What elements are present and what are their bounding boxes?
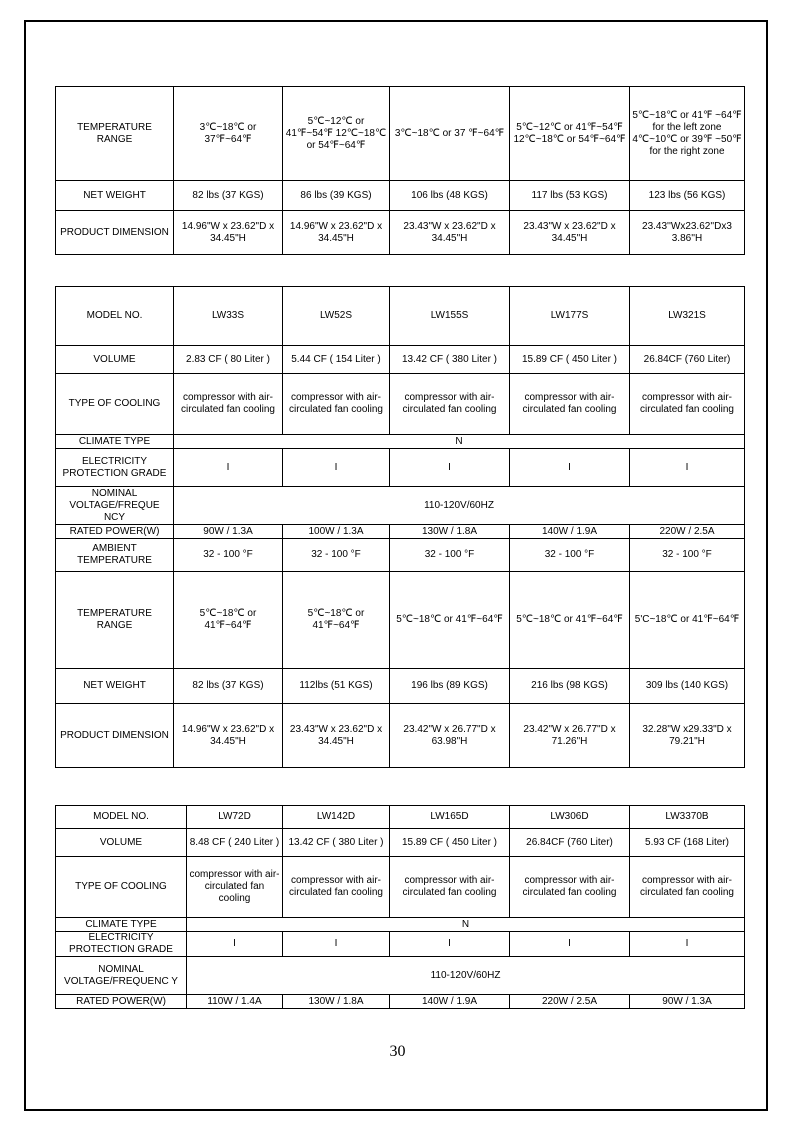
table-cell: 8.48 CF ( 240 Liter ) [187, 829, 283, 857]
table-cell: I [390, 449, 510, 487]
table-cell: 13.42 CF ( 380 Liter ) [283, 829, 390, 857]
table-cell: 5℃~18℃ or 41℉~64℉ [510, 572, 630, 669]
table-cell: 196 lbs (89 KGS) [390, 669, 510, 704]
table-row [56, 669, 745, 704]
table-cell: I [283, 932, 390, 957]
table-cell: 100W / 1.3A [283, 525, 390, 539]
table-cell: 106 lbs (48 KGS) [390, 181, 510, 211]
row-label: CLIMATE TYPE [56, 918, 187, 932]
table-cell: 5℃~18℃ or 41℉ ~64℉ for the left zone 4℃~10℃ or 39℉ ~50℉ for the right zone [630, 87, 745, 181]
table-row [56, 287, 745, 346]
table-row [56, 487, 745, 525]
spec-table-single-zone [55, 286, 745, 768]
model-cell: LW142D [283, 806, 390, 829]
table-cell: N [174, 435, 745, 449]
table-cell: 309 lbs (140 KGS) [630, 669, 745, 704]
row-label: PRODUCT DIMENSION [56, 211, 174, 255]
table-cell: I [283, 449, 390, 487]
table-cell: 130W / 1.8A [390, 525, 510, 539]
table-cell: 110-120V/60HZ [187, 957, 745, 995]
table-cell: 14.96"W x 23.62"D x 34.45"H [174, 704, 283, 768]
table-row [56, 346, 745, 374]
table-cell: 32 - 100 °F [630, 539, 745, 572]
table-cell: 82 lbs (37 KGS) [174, 181, 283, 211]
model-cell: LW177S [510, 287, 630, 346]
table-cell: compressor with air-circulated fan cooling [390, 857, 510, 918]
model-cell: LW72D [187, 806, 283, 829]
table-cell: compressor with air-circulated fan cooling [510, 857, 630, 918]
table-cell: compressor with air-circulated fan cooling [187, 857, 283, 918]
table-row [56, 525, 745, 539]
table-cell: 32 - 100 °F [174, 539, 283, 572]
table-cell: I [187, 932, 283, 957]
table-cell: 86 lbs (39 KGS) [283, 181, 390, 211]
table-row [56, 806, 745, 829]
table-cell: 32.28"W x29.33"D x 79.21"H [630, 704, 745, 768]
row-label: TEMPERATURE RANGE [56, 87, 174, 181]
table-cell: 26.84CF (760 Liter) [510, 829, 630, 857]
table-cell: 32 - 100 °F [390, 539, 510, 572]
table-cell: 3℃~18℃ or 37℉~64℉ [174, 87, 283, 181]
spec-table-continued [55, 86, 745, 255]
table-cell: 216 lbs (98 KGS) [510, 669, 630, 704]
table-row [56, 857, 745, 918]
model-cell: LW3370B [630, 806, 745, 829]
table-row [56, 87, 745, 181]
row-label: TYPE OF COOLING [56, 374, 174, 435]
table-cell: I [630, 449, 745, 487]
table-cell: 5℃~12℃ or 41℉~54℉ 12℃~18℃ or 54℉~64℉ [510, 87, 630, 181]
row-label: PRODUCT DIMENSION [56, 704, 174, 768]
table-cell: compressor with air-circulated fan cooling [283, 374, 390, 435]
row-label: NET WEIGHT [56, 669, 174, 704]
table-cell: 90W / 1.3A [630, 995, 745, 1009]
table-cell: 112lbs (51 KGS) [283, 669, 390, 704]
row-label: AMBIENT TEMPERATURE [56, 539, 174, 572]
table-cell: 140W / 1.9A [390, 995, 510, 1009]
table-cell: 5℃~12℃ or 41℉~54℉ 12℃~18℃ or 54℉~64℉ [283, 87, 390, 181]
table-row [56, 449, 745, 487]
row-label: RATED POWER(W) [56, 525, 174, 539]
table-cell: 14.96"W x 23.62"D x 34.45"H [174, 211, 283, 255]
row-label: ELECTRICITY PROTECTION GRADE [56, 449, 174, 487]
table-cell: 23.43"W x 23.62"D x 34.45"H [510, 211, 630, 255]
table-row [56, 374, 745, 435]
table-row [56, 918, 745, 932]
table-row [56, 181, 745, 211]
row-label: NOMINAL VOLTAGE/FREQUE NCY [56, 487, 174, 525]
table-cell: 220W / 2.5A [510, 995, 630, 1009]
row-label: ELECTRICITY PROTECTION GRADE [56, 932, 187, 957]
table-cell: I [174, 449, 283, 487]
row-label: MODEL NO. [56, 287, 174, 346]
row-label: VOLUME [56, 829, 187, 857]
table-row [56, 829, 745, 857]
table-cell: 23.43''Wx23.62''Dx3 3.86''H [630, 211, 745, 255]
spec-table-dual-zone [55, 805, 745, 1009]
table-cell: 5.93 CF (168 Liter) [630, 829, 745, 857]
table-cell: 32 - 100 °F [510, 539, 630, 572]
model-cell: LW33S [174, 287, 283, 346]
row-label: CLIMATE TYPE [56, 435, 174, 449]
row-label: VOLUME [56, 346, 174, 374]
table-cell: 123 lbs (56 KGS) [630, 181, 745, 211]
table-cell: 32 - 100 °F [283, 539, 390, 572]
model-cell: LW52S [283, 287, 390, 346]
table-cell: 23.43"W x 23.62"D x 34.45"H [283, 704, 390, 768]
table-cell: I [390, 932, 510, 957]
model-cell: LW155S [390, 287, 510, 346]
table-cell: compressor with air-circulated fan cooling [630, 374, 745, 435]
table-cell: 117 lbs (53 KGS) [510, 181, 630, 211]
row-label: MODEL NO. [56, 806, 187, 829]
table-cell: 82 lbs (37 KGS) [174, 669, 283, 704]
table-row [56, 572, 745, 669]
table-row [56, 435, 745, 449]
table-row [56, 995, 745, 1009]
table-cell: N [187, 918, 745, 932]
table-cell: I [510, 932, 630, 957]
table-cell: 90W / 1.3A [174, 525, 283, 539]
model-cell: LW306D [510, 806, 630, 829]
table-row [56, 957, 745, 995]
row-label: TEMPERATURE RANGE [56, 572, 174, 669]
row-label: RATED POWER(W) [56, 995, 187, 1009]
table-cell: 26.84CF (760 Liter) [630, 346, 745, 374]
table-cell: compressor with air-circulated fan cooling [390, 374, 510, 435]
table-cell: 15.89 CF ( 450 Liter ) [390, 829, 510, 857]
table-row [56, 932, 745, 957]
page-number: 30 [389, 1043, 406, 1060]
table-cell: 23.42"W x 26.77"D x 71.26"H [510, 704, 630, 768]
table-cell: 130W / 1.8A [283, 995, 390, 1009]
table-row [56, 211, 745, 255]
table-cell: 15.89 CF ( 450 Liter ) [510, 346, 630, 374]
model-cell: LW165D [390, 806, 510, 829]
row-label: TYPE OF COOLING [56, 857, 187, 918]
row-label: NOMINAL VOLTAGE/FREQUENC Y [56, 957, 187, 995]
table-cell: 5℃~18℃ or 41℉~64℉ [283, 572, 390, 669]
row-label: NET WEIGHT [56, 181, 174, 211]
table-cell: 5℃~18℃ or 41℉~64℉ [390, 572, 510, 669]
table-cell: 5'C~18℃ or 41℉~64℉ [630, 572, 745, 669]
table-cell: 5℃~18℃ or 41℉~64℉ [174, 572, 283, 669]
table-cell: 3℃~18℃ or 37 ℉~64℉ [390, 87, 510, 181]
table-cell: 13.42 CF ( 380 Liter ) [390, 346, 510, 374]
table-row [56, 704, 745, 768]
table-cell: I [630, 932, 745, 957]
table-cell: 2.83 CF ( 80 Liter ) [174, 346, 283, 374]
table-cell: 5.44 CF ( 154 Liter ) [283, 346, 390, 374]
table-cell: I [510, 449, 630, 487]
table-cell: compressor with air-circulated fan cooling [174, 374, 283, 435]
table-cell: 220W / 2.5A [630, 525, 745, 539]
table-cell: 23.42"W x 26.77"D x 63.98"H [390, 704, 510, 768]
model-cell: LW321S [630, 287, 745, 346]
table-cell: compressor with air-circulated fan cooling [630, 857, 745, 918]
table-cell: 14.96"W x 23.62"D x 34.45"H [283, 211, 390, 255]
table-cell: 23.43"W x 23.62"D x 34.45"H [390, 211, 510, 255]
table-cell: 140W / 1.9A [510, 525, 630, 539]
table-cell: 110W / 1.4A [187, 995, 283, 1009]
table-cell: compressor with air-circulated fan cooling [283, 857, 390, 918]
table-cell: compressor with air-circulated fan cooling [510, 374, 630, 435]
table-row [56, 539, 745, 572]
table-cell: 110-120V/60HZ [174, 487, 745, 525]
